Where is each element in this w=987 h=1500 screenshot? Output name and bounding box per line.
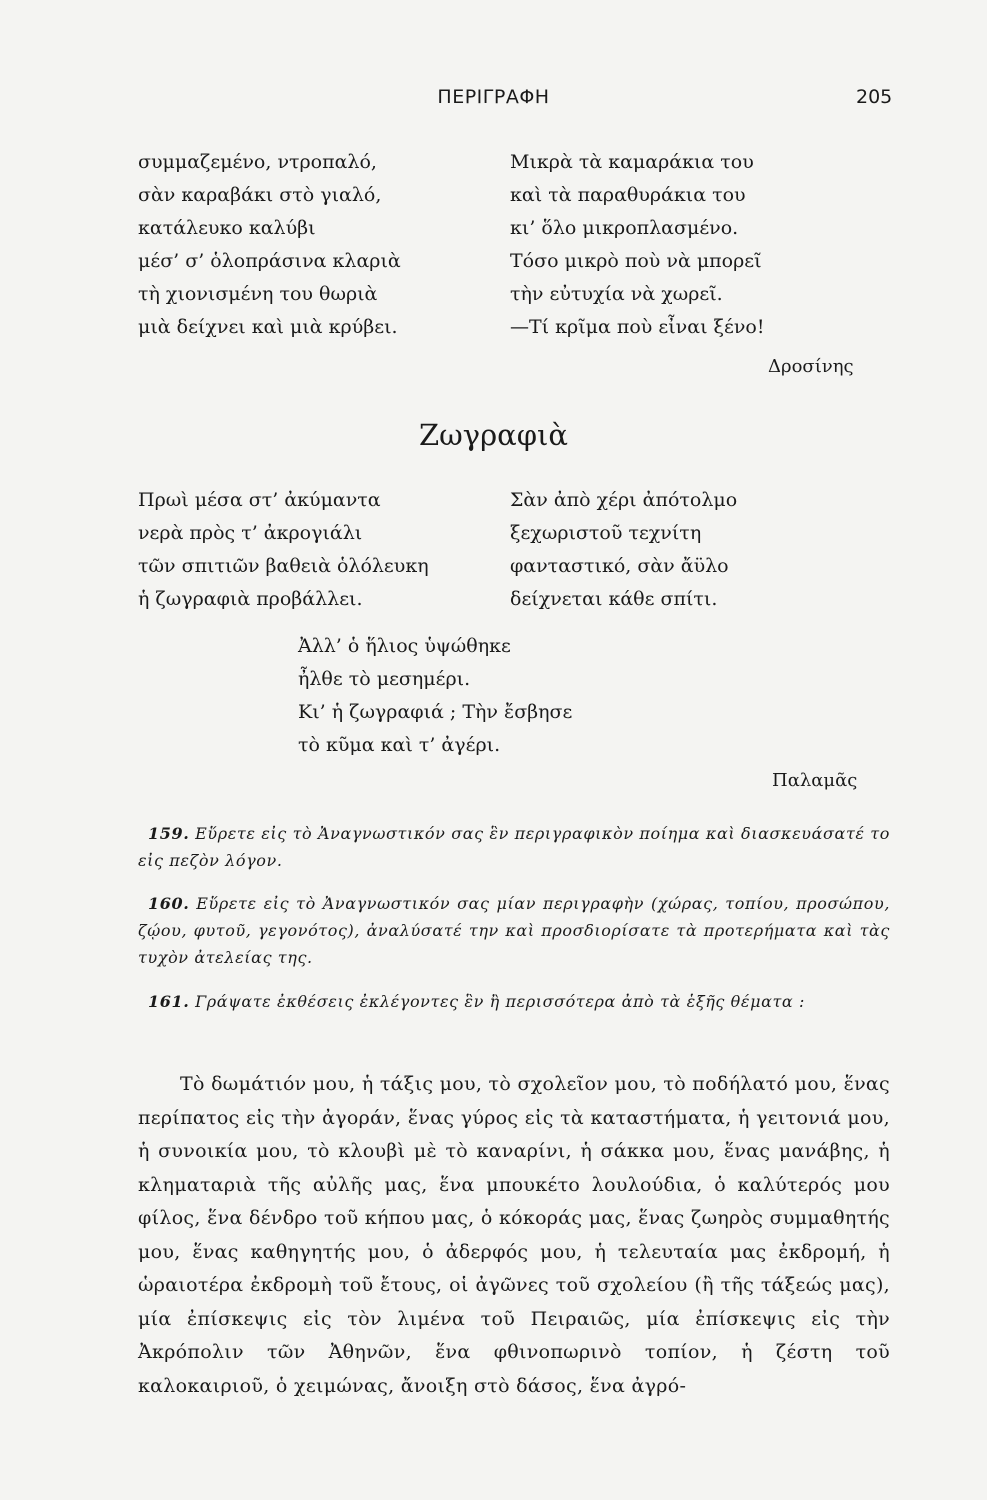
exercise-number: 161.	[148, 992, 190, 1011]
verse-line: —Τί κρῖμα ποὺ εἶναι ξένο!	[510, 316, 765, 338]
exercise-160	[138, 890, 890, 971]
verse-line: Κι’ ἡ ζωγραφιά ; Τὴν ἔσβησε	[298, 701, 573, 723]
verse-line: ἦλθε τὸ μεσημέρι.	[298, 668, 471, 690]
exercise-number: 159.	[148, 824, 190, 843]
exercise-159	[138, 820, 890, 874]
poem1-left-stanza	[138, 146, 401, 344]
verse-line: καὶ τὰ παραθυράκια του	[510, 184, 746, 206]
poem2-author: Παλαμᾶς	[772, 770, 858, 791]
verse-line: κατάλευκο καλύβι	[138, 217, 316, 239]
verse-line: μιὰ δείχνει καὶ μιὰ κρύβει.	[138, 316, 398, 338]
verse-line: Τόσο μικρὸ ποὺ νὰ μπορεῖ	[510, 250, 762, 272]
poem1-right-stanza	[510, 146, 765, 344]
verse-line: τὴν εὐτυχία νὰ χωρεῖ.	[510, 283, 723, 305]
exercise-text: Γράψατε ἐκθέσεις ἐκλέγοντες ἓν ἢ περισσότερα ἀπὸ τὰ ἑξῆς θέματα :	[195, 992, 806, 1011]
verse-line: τὴ χιονισμένη του θωριὰ	[138, 283, 378, 305]
verse-line: νερὰ πρὸς τ’ ἀκρογιάλι	[138, 522, 363, 544]
verse-line: τῶν σπιτιῶν βαθειὰ ὁλόλευκη	[138, 555, 429, 577]
verse-line: φανταστικό, σὰν ἄϋλο	[510, 555, 729, 577]
page-number: 205	[856, 86, 893, 108]
exercise-161	[138, 988, 890, 1015]
verse-line: σὰν καραβάκι στὸ γιαλό,	[138, 184, 382, 206]
poem2-center-stanza	[298, 630, 572, 762]
poem1-author: Δροσίνης	[768, 356, 854, 377]
exercise-text: Εὕρετε εἰς τὸ Ἀναγνωστικόν σας ἓν περιγραφικὸν ποίημα καὶ διασκευάσατέ το εἰς πεζὸν λόγον.	[138, 824, 890, 870]
verse-line: μέσ’ σ’ ὁλοπράσινα κλαριὰ	[138, 250, 401, 272]
poem2-left-stanza	[138, 484, 429, 616]
verse-line: τὸ κῦμα καὶ τ’ ἀγέρι.	[298, 734, 501, 756]
topics-paragraph: Τὸ δωμάτιόν μου, ἡ τάξις μου, τὸ σχολεῖον μου, τὸ ποδήλατό μου, ἕνας περίπατος εἰς τὴν ἀγοράν, ἕνας γύρος εἰς τὰ καταστήματα, ἡ γειτονιά μου, ἡ συνοικία μου, τὸ κλουβὶ μὲ τὸ καναρίνι, ἡ σάκκα μου, ἕνας μανάβης, ἡ κληματαριὰ τῆς αὐλῆς μας, ἕνα μπουκέτο λουλούδια, ὁ καλύτερός μου φίλος, ἕνα δένδρο τοῦ κήπου μας, ὁ κόκοράς μας, ἕνας ζωηρὸς συμμαθητής μου, ἕνας καθηγητής μου, ὁ ἀδερφός μου, ἡ τελευταία μας ἐκδρομή, ἡ ὡραιοτέρα ἐκδρομὴ τοῦ ἔτους, οἱ ἀγῶνες τοῦ σχολείου (ἢ τῆς τάξεώς μας), μία ἐπίσκεψις εἰς τὸν λιμένα τοῦ Πειραιῶς, μία ἐπίσκεψις εἰς τὴν Ἀκρόπολιν τῶν Ἀθηνῶν, ἕνα φθινοπωρινὸ τοπίον, ἡ ζέστη τοῦ καλοκαιριοῦ, ὁ χειμώνας, ἄνοιξη στὸ δάσος, ἕνα ἀγρό-	[138, 1073, 890, 1397]
verse-line: συμμαζεμένο, ντροπαλό,	[138, 151, 377, 173]
verse-line: ξεχωριστοῦ τεχνίτη	[510, 522, 702, 544]
verse-line: δείχνεται κάθε σπίτι.	[510, 588, 718, 610]
poem2-title: Ζωγραφιὰ	[418, 418, 569, 452]
verse-line: ἡ ζωγραφιὰ προβάλλει.	[138, 588, 363, 610]
verse-line: Ἀλλ’ ὁ ἥλιος ὑψώθηκε	[298, 635, 511, 657]
verse-line: κι’ ὅλο μικροπλασμένο.	[510, 217, 739, 239]
running-header-title: ΠΕΡΙΓΡΑΦΗ	[437, 86, 550, 108]
verse-line: Σὰν ἀπὸ χέρι ἀπότολμο	[510, 489, 738, 511]
verse-line: Μικρὰ τὰ καμαράκια του	[510, 151, 754, 173]
exercise-text: Εὕρετε εἰς τὸ Ἀναγνωστικόν σας μίαν περιγραφὴν (χώρας, τοπίου, προσώπου, ζῴου, φυτοῦ, γεγονότος), ἀναλύσατέ την καὶ προσδιορίσατε τὰ προτερήματα καὶ τὰς τυχὸν ἀτελείας της.	[138, 894, 891, 967]
exercise-number: 160.	[148, 894, 190, 913]
verse-line: Πρωὶ μέσα στ’ ἀκύμαντα	[138, 489, 381, 511]
poem2-right-stanza	[510, 484, 737, 616]
